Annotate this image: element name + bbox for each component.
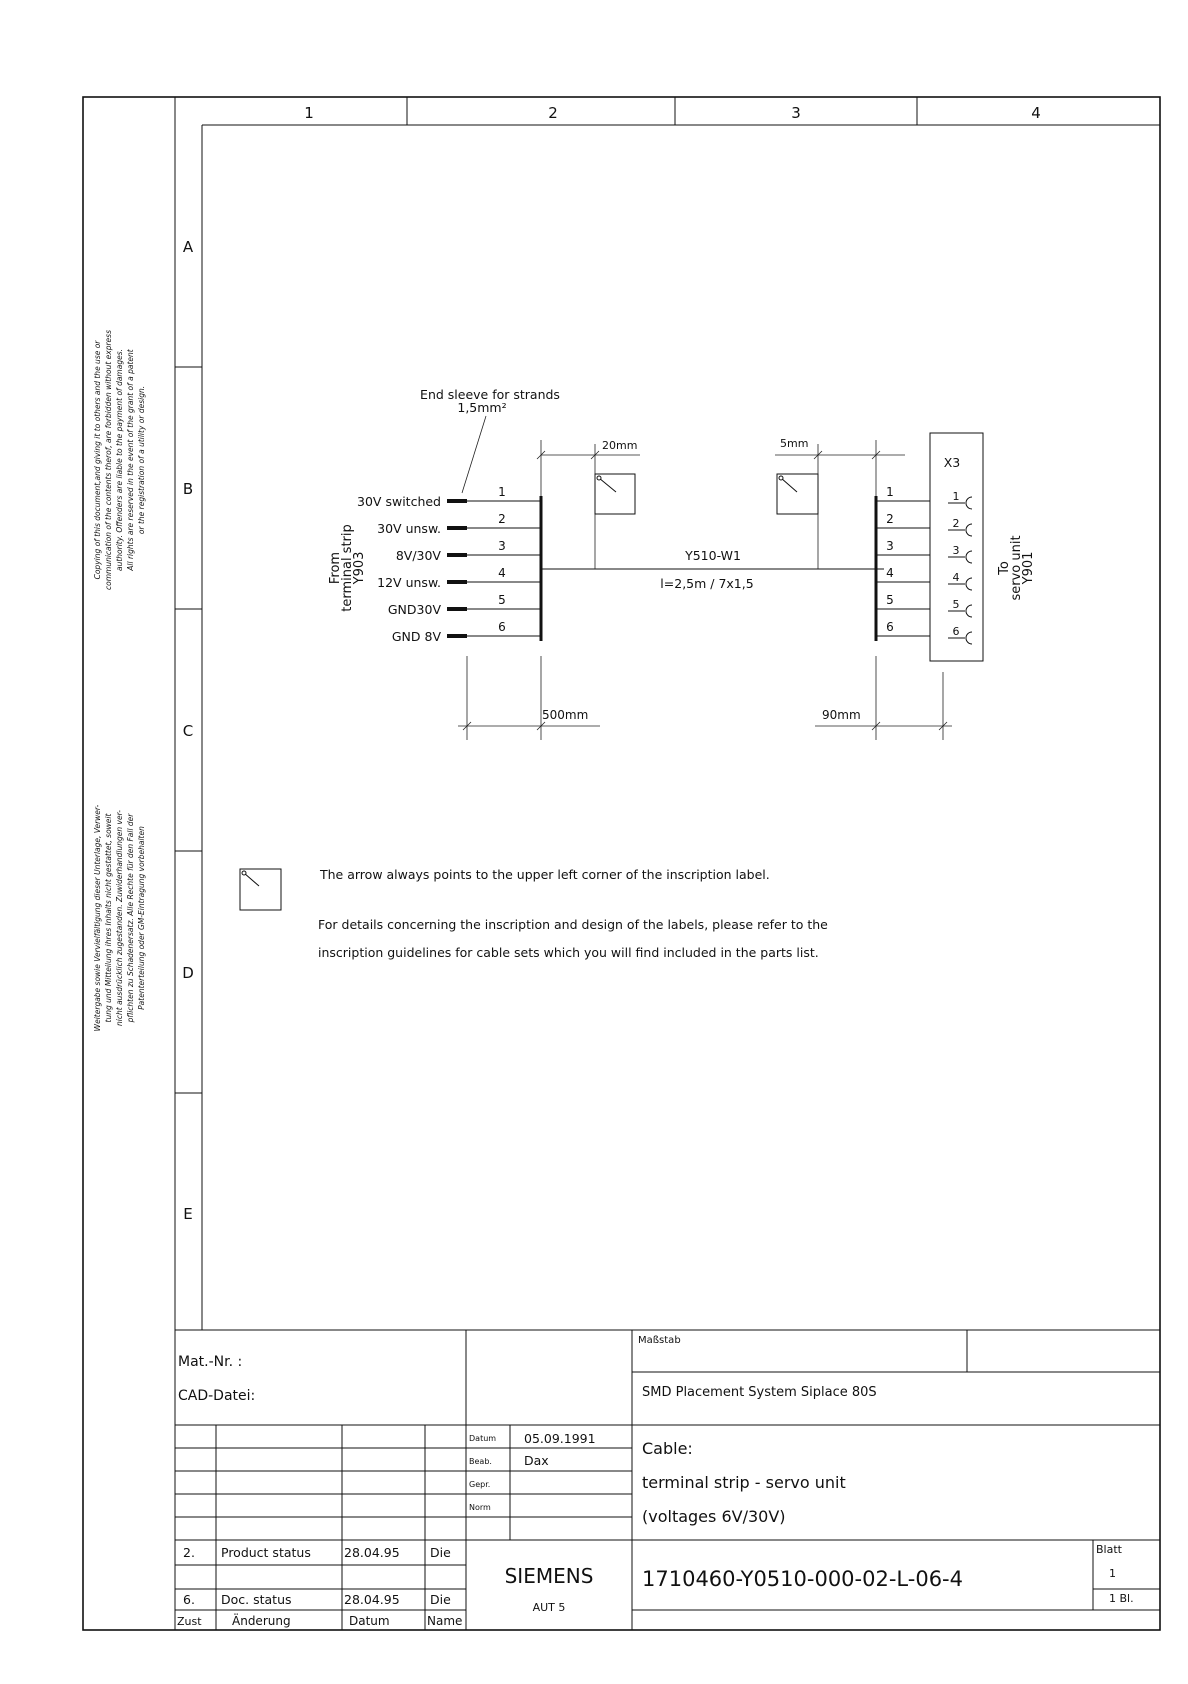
- signal-label: GND30V: [387, 602, 441, 617]
- copyright-note-german: [93, 804, 146, 1031]
- datum-value: 05.09.1991: [524, 1431, 596, 1446]
- cable-spec: l=2,5m / 7x1,5: [660, 576, 754, 591]
- cad-datei-label: CAD-Datei:: [178, 1388, 256, 1404]
- column-label: 2: [548, 104, 558, 122]
- drawing-number: 1710460-Y0510-000-02-L-06-4: [642, 1567, 963, 1591]
- svg-text:tung und Mitteilung ihres Inha: tung und Mitteilung ihres Inhalts nicht gestattet, soweit: [104, 813, 113, 1023]
- svg-text:pflichten zu Schadenersatz. Al: pflichten zu Schadenersatz. Alle Rechte für den Fall der: [126, 813, 135, 1023]
- hdr-datum: Datum: [349, 1614, 390, 1628]
- cable-diagram: [328, 387, 1036, 740]
- signal-label: 8V/30V: [395, 548, 441, 563]
- svg-text:4: 4: [952, 571, 960, 584]
- datum-label: Datum: [469, 1434, 497, 1443]
- aenderung-value: Product status: [221, 1545, 311, 1560]
- svg-text:communication of the contents: communication of the contents therof, are forbidden without express: [104, 330, 113, 590]
- row-label: A: [182, 238, 194, 256]
- arrow-note: The arrow always points to the upper left corner of the inscription label.: [320, 867, 770, 882]
- svg-text:6: 6: [952, 625, 960, 638]
- rev-datum-value: 28.04.95: [344, 1592, 400, 1607]
- system-name: SMD Placement System Siplace 80S: [642, 1385, 877, 1400]
- title-block: [175, 1330, 1160, 1630]
- svg-text:1: 1: [952, 490, 960, 503]
- rev-name-value: Die: [430, 1592, 451, 1607]
- svg-text:nicht ausdrücklich zugestanden: nicht ausdrücklich zugestanden. Zuwiderhandlungen ver-: [115, 810, 124, 1026]
- blatt-value: 1: [1109, 1567, 1116, 1580]
- company-logo: SIEMENS: [504, 1564, 594, 1588]
- end-sleeve: [447, 634, 467, 638]
- sleeve-note: End sleeve for strands: [420, 387, 560, 402]
- pin-number: 2: [886, 512, 894, 526]
- svg-text:Patenterteilung oder GM-Eintra: Patenterteilung oder GM-Eintragung vorbehalten: [137, 826, 146, 1010]
- beab-value: Dax: [524, 1453, 549, 1468]
- pin-number: 4: [886, 566, 894, 580]
- department: AUT 5: [532, 1601, 566, 1614]
- blatt-label: Blatt: [1096, 1543, 1122, 1556]
- connector-name: X3: [943, 455, 961, 470]
- massstab-label: Maßstab: [638, 1335, 681, 1346]
- sleeve-note-size: 1,5mm²: [457, 400, 507, 415]
- svg-text:5: 5: [952, 598, 960, 611]
- details-note: For details concerning the inscription and design of the labels, please refer to the: [318, 917, 828, 932]
- dimension-5mm: 5mm: [780, 437, 809, 450]
- label-arrow-icon: [781, 478, 797, 492]
- cable-name: Y510-W1: [685, 548, 741, 563]
- svg-text:or the registration of a utili: or the registration of a utility or design.: [137, 385, 146, 535]
- dimension-20mm: 20mm: [602, 439, 638, 452]
- signal-label: 30V unsw.: [377, 521, 441, 536]
- zust-value: 6.: [183, 1592, 195, 1607]
- copyright-note-english: [93, 330, 146, 590]
- mat-nr-label: Mat.-Nr. :: [178, 1354, 243, 1370]
- svg-text:From: From: [328, 551, 343, 585]
- svg-text:authority. Offenders are liabl: authority. Offenders are liable to the payment of damages.: [115, 348, 124, 572]
- row-label: E: [183, 1205, 193, 1223]
- drawing-title: (voltages 6V/30V): [642, 1507, 786, 1526]
- column-label: 3: [791, 104, 801, 122]
- svg-text:To: To: [997, 561, 1012, 575]
- dimension-90mm: 90mm: [822, 708, 861, 722]
- svg-text:2: 2: [952, 517, 960, 530]
- end-sleeve: [447, 499, 467, 503]
- pin-number: 4: [498, 566, 506, 580]
- svg-text:Y901: Y901: [1021, 551, 1036, 585]
- pin-number: 3: [498, 539, 506, 553]
- rev-datum-value: 28.04.95: [344, 1545, 400, 1560]
- pin-number: 5: [886, 593, 894, 607]
- drawing-title: terminal strip - servo unit: [642, 1473, 846, 1492]
- label-arrow-icon: [244, 873, 259, 886]
- label-arrow-icon: [599, 478, 616, 492]
- end-sleeve: [447, 580, 467, 584]
- hdr-aenderung: Änderung: [232, 1614, 291, 1628]
- details-note: inscription guidelines for cable sets which you will find included in the parts list.: [318, 945, 819, 960]
- blatt-total: 1 Bl.: [1109, 1592, 1134, 1605]
- svg-text:Copying of this document,and g: Copying of this document,and giving it to others and the use or: [93, 340, 102, 580]
- pin-number: 1: [498, 485, 506, 499]
- svg-text:Y903: Y903: [352, 551, 367, 585]
- from-label: [328, 524, 367, 612]
- socket-contacts: [948, 490, 972, 644]
- pin-number: 6: [498, 620, 506, 634]
- to-label: [997, 535, 1036, 600]
- pin-number: 1: [886, 485, 894, 499]
- hdr-zust: Zust: [177, 1615, 202, 1628]
- drawing-title: Cable:: [642, 1439, 693, 1458]
- hdr-name: Name: [427, 1614, 463, 1628]
- end-sleeve: [447, 607, 467, 611]
- zust-value: 2.: [183, 1545, 195, 1560]
- column-label: 1: [304, 104, 314, 122]
- row-label: D: [182, 964, 194, 982]
- signal-label: 30V switched: [357, 494, 441, 509]
- norm-label: Norm: [469, 1503, 491, 1512]
- end-sleeve: [447, 526, 467, 530]
- sleeve-leader-line: [462, 416, 486, 493]
- aenderung-value: Doc. status: [221, 1592, 292, 1607]
- svg-text:Weitergabe sowie Vervielfältig: Weitergabe sowie Vervielfältigung dieser Unterlage, Verwer-: [93, 804, 102, 1032]
- pin-number: 5: [498, 593, 506, 607]
- svg-text:3: 3: [952, 544, 960, 557]
- row-label: B: [182, 480, 194, 498]
- row-label: C: [182, 722, 194, 740]
- rev-name-value: Die: [430, 1545, 451, 1560]
- gepr-label: Gepr.: [469, 1480, 491, 1489]
- svg-text:terminal strip: terminal strip: [340, 524, 355, 612]
- pin-number: 3: [886, 539, 894, 553]
- svg-text:All rights are reserved in the: All rights are reserved in the event of the grant of a patent: [126, 349, 135, 571]
- pin-number: 2: [498, 512, 506, 526]
- right-connector: [876, 433, 983, 661]
- left-connector: [357, 485, 541, 644]
- svg-text:servo unit: servo unit: [1009, 535, 1024, 601]
- signal-label: GND 8V: [391, 629, 441, 644]
- end-sleeve: [447, 553, 467, 557]
- column-label: 4: [1031, 104, 1041, 122]
- signal-label: 12V unsw.: [377, 575, 441, 590]
- dimension-500mm: 500mm: [542, 708, 589, 722]
- pin-number: 6: [886, 620, 894, 634]
- beab-label: Beab.: [469, 1457, 492, 1466]
